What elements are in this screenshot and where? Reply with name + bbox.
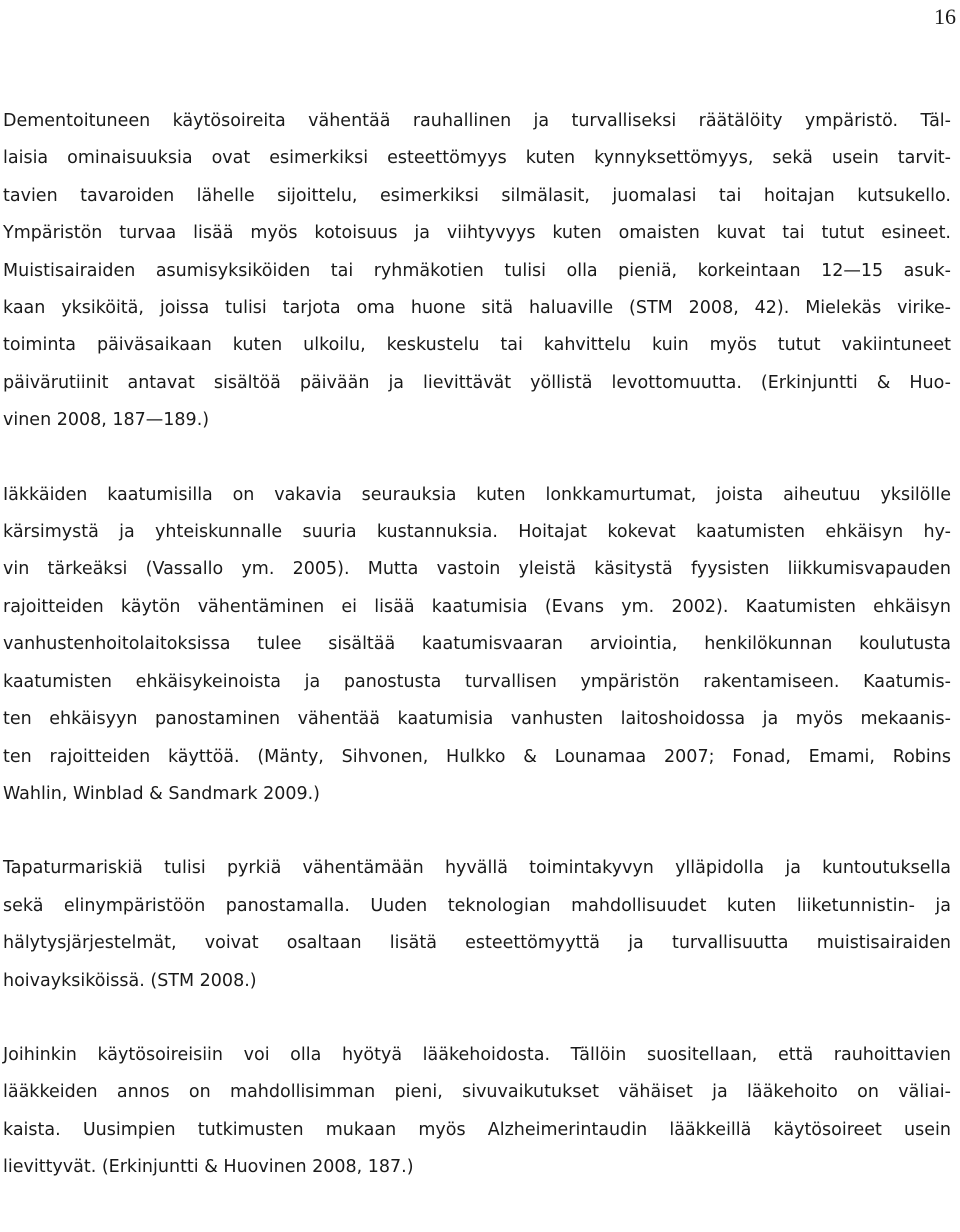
text-line: rajoitteiden käytön vähentäminen ei lisää kaatumisia (Evans ym. 2002). Kaatumisten ehkäisyn (3, 596, 951, 617)
text-line: laisia ominaisuuksia ovat esimerkiksi esteettömyys kuten kynnyksettömyys, sekä usein tarvit- (3, 148, 951, 169)
text-line: ten ehkäisyyn panostaminen vähentää kaatumisia vanhusten laitoshoidossa ja myös mekaanis- (3, 709, 951, 730)
text-line: vanhustenhoitolaitoksissa tulee sisältää kaatumisvaaran arviointia, henkilökunnan koulutusta (3, 634, 951, 655)
text-line: tavien tavaroiden lähelle sijoittelu, esimerkiksi silmälasit, juomalasi tai hoitajan kutsukello. (3, 185, 951, 206)
text-line: Ympäristön turvaa lisää myös kotoisuus ja viihtyvyys kuten omaisten kuvat tai tutut esineet. (3, 223, 951, 244)
text-line: vinen 2008, 187—189.) (3, 410, 210, 431)
page-number: 16 (934, 4, 956, 29)
text-line: ten rajoitteiden käyttöä. (Mänty, Sihvonen, Hulkko & Lounamaa 2007; Fonad, Emami, Robins (3, 746, 951, 767)
paragraph-dementia-environment (3, 103, 951, 440)
text-line: Muistisairaiden asumisyksiköiden tai ryhmäkotien tulisi olla pieniä, korkeintaan 12—15 asuk- (3, 260, 951, 281)
text-line: Iäkkäiden kaatumisilla on vakavia seurauksia kuten lonkkamurtumat, joista aiheutuu yksilölle (3, 484, 951, 505)
paragraph-fall-prevention (3, 477, 951, 814)
text-line: vin tärkeäksi (Vassallo ym. 2005). Mutta vastoin yleistä käsitystä fyysisten liikkumisvapauden (3, 559, 951, 580)
paragraph-accident-risk (3, 850, 951, 1000)
paragraph-spacer (3, 1000, 951, 1037)
text-line: Wahlin, Winblad & Sandmark 2009.) (3, 783, 321, 804)
text-line: hälytysjärjestelmät, voivat osaltaan lisätä esteettömyyttä ja turvallisuutta muistisairaiden (3, 933, 951, 954)
text-line: hoivayksiköissä. (STM 2008.) (3, 970, 257, 991)
text-line: kärsimystä ja yhteiskunnalle suuria kustannuksia. Hoitajat kokevat kaatumisten ehkäisyn hy- (3, 522, 951, 543)
text-line: sekä elinympäristöön panostamalla. Uuden teknologian mahdollisuudet kuten liiketunnistin- ja (3, 895, 951, 916)
text-line: Joihinkin käytösoireisiin voi olla hyötyä lääkehoidosta. Tällöin suositellaan, että rauhoittavien (3, 1044, 951, 1065)
text-line: lievittyvät. (Erkinjuntti & Huovinen 2008, 187.) (3, 1157, 414, 1178)
text-line: lääkkeiden annos on mahdollisimman pieni, sivuvaikutukset vähäiset ja lääkehoito on väliai- (3, 1082, 951, 1103)
paragraph-spacer (3, 813, 951, 850)
text-line: Tapaturmariskiä tulisi pyrkiä vähentämään hyvällä toimintakyvyn ylläpidolla ja kuntoutuksella (3, 858, 951, 879)
text-line: päivärutiinit antavat sisältöä päivään ja lievittävät yöllistä levottomuutta. (Erkinjuntti & Huo- (3, 372, 951, 393)
paragraph-medication (3, 1037, 951, 1187)
text-line: kaan yksiköitä, joissa tulisi tarjota oma huone sitä haluaville (STM 2008, 42). Mielekäs virike- (3, 298, 951, 319)
paragraph-spacer (3, 440, 951, 477)
text-line: kaista. Uusimpien tutkimusten mukaan myös Alzheimerintaudin lääkkeillä käytösoireet usein (3, 1119, 951, 1140)
page-body (3, 103, 951, 1187)
text-line: Dementoituneen käytösoireita vähentää rauhallinen ja turvalliseksi räätälöity ympäristö. Täl- (3, 111, 951, 131)
text-line: toiminta päiväsaikaan kuten ulkoilu, keskustelu tai kahvittelu kuin myös tutut vakiintuneet (3, 335, 951, 356)
text-line: kaatumisten ehkäisykeinoista ja panostusta turvallisen ympäristön rakentamiseen. Kaatumis- (3, 671, 951, 692)
